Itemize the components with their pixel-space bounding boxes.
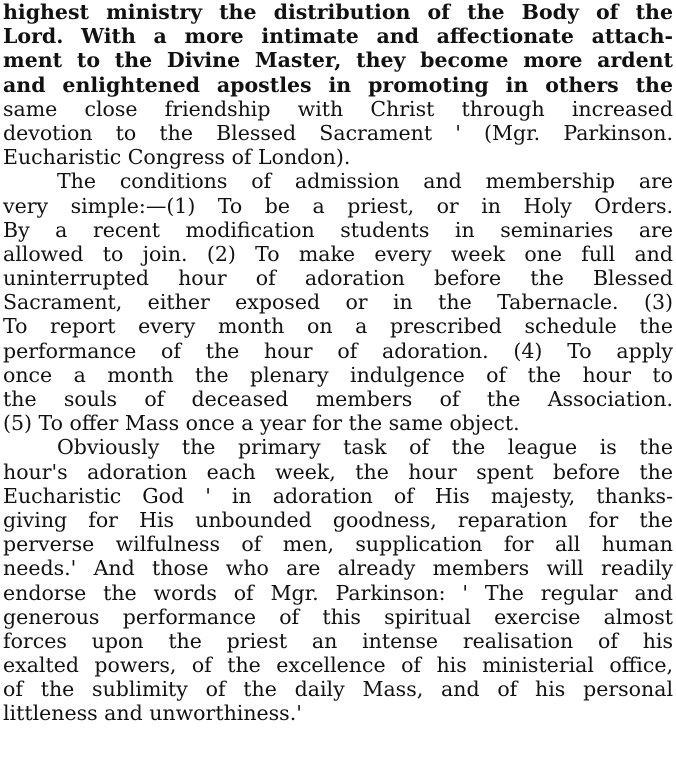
text-line: generous performance of this spiritual exercise almost — [3, 604, 673, 629]
text-line: Eucharistic God ' in adoration of His majesty, thanks- — [3, 483, 673, 508]
text-line: once a month the plenary indulgence of the hour to — [3, 362, 673, 387]
paragraph-2 — [3, 169, 673, 435]
paragraph-3 — [3, 435, 673, 725]
text-line: By a recent modification students in seminaries are — [3, 217, 673, 242]
text-line: of the sublimity of the daily Mass, and of his personal — [3, 677, 673, 702]
text-line: hour's adoration each week, the hour spent before the — [3, 459, 673, 484]
text-line: endorse the words of Mgr. Parkinson: ' The regular and — [3, 580, 673, 605]
text-line: and enlightened apostles in promoting in others the — [3, 72, 673, 97]
text-line: perverse wilfulness of men, supplication for all human — [3, 532, 673, 557]
text-line: ment to the Divine Master, they become more ardent — [3, 48, 673, 73]
text-line: Sacrament, either exposed or in the Tabernacle. (3) — [3, 290, 673, 315]
text-line: the souls of deceased members of the Association. — [3, 387, 673, 411]
text-line: To report every month on a prescribed schedule the — [3, 314, 673, 339]
text-line: uninterrupted hour of adoration before the Blessed — [3, 266, 673, 291]
text-line: Obviously the primary task of the league is the — [57, 435, 673, 460]
text-line: same close friendship with Christ through increased — [3, 96, 673, 121]
text-line: performance of the hour of adoration. (4) To apply — [3, 338, 673, 363]
text-line: very simple:—(1) To be a priest, or in Holy Orders. — [3, 193, 673, 218]
text-line: Lord. With a more intimate and affectionate attach- — [3, 24, 673, 49]
paragraph-1 — [3, 0, 673, 169]
document-page — [3, 0, 673, 726]
text-line: devotion to the Blessed Sacrament ' (Mgr. Parkinson. — [3, 120, 673, 145]
text-line: giving for His unbounded goodness, reparation for the — [3, 507, 673, 532]
text-line: exalted powers, of the excellence of his ministerial office, — [3, 653, 673, 678]
text-line: highest ministry the distribution of the Body of the — [3, 0, 673, 24]
text-line: Eucharistic Congress of London). — [3, 145, 351, 170]
text-line: The conditions of admission and membership are — [57, 169, 673, 194]
text-line: needs.' And those who are already members will readily — [3, 556, 673, 581]
text-line: (5) To offer Mass once a year for the same object. — [3, 411, 520, 436]
text-line: allowed to join. (2) To make every week one full and — [3, 241, 673, 266]
text-line: forces upon the priest an intense realisation of his — [3, 628, 673, 653]
text-line: littleness and unworthiness.' — [3, 701, 302, 726]
